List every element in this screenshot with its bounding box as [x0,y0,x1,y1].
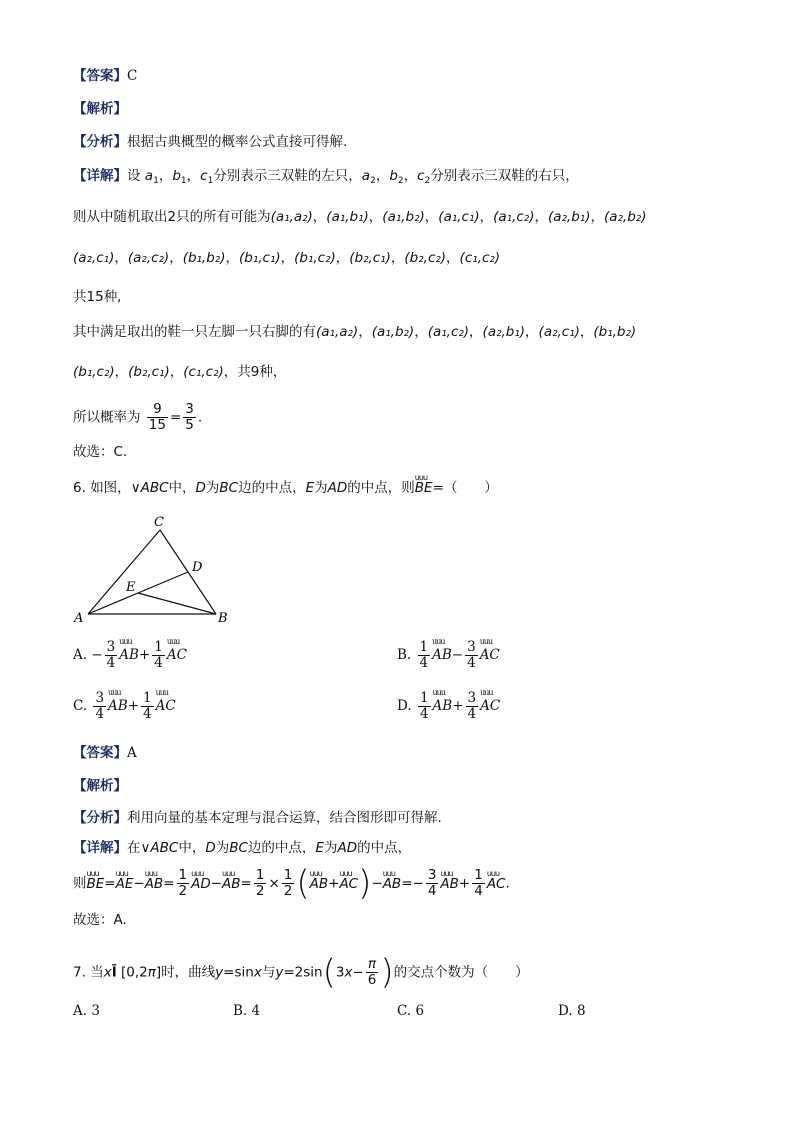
label-A: A [74,611,84,626]
analysis-tag: 【解析】 [73,778,127,794]
option-B[interactable]: B. $\frac{1}{4}$ uuu AB− $\frac{3}{4}$ uuu AC [397,640,500,671]
pair-list: (a₂,c₁)，(a₂,c₂)，(b₁,b₂)，(b₁,c₁)，(b₁,c₂)，(b₂,c₁)，(b₂,c₂)，(c₁,c₂) [73,250,501,266]
answer-tag: 【答案】 [73,745,127,761]
pair-item: (a₂,c₂) [127,250,170,266]
text: ，共 [223,364,251,380]
detail-text: 分别表示三双鞋的右只， [430,168,579,184]
fenxi-tag: 【分析】 [73,134,127,150]
q6-answer-line [73,743,137,763]
q6-conclusion: 故选：A. [73,912,127,928]
total-count: 15 [86,289,104,305]
q5-conclusion: 故选：C. [73,444,128,460]
pair-item: (a₂,c₁) [538,324,580,340]
text: 种， [259,364,287,380]
label-E: E [126,580,136,595]
q7-option-B[interactable]: B. 4 [233,1003,261,1019]
q5-answer-line [73,66,137,86]
fraction: $\frac{3}{5}$ [185,401,194,433]
pair-item: (c₁,c₂) [459,250,501,266]
analysis-tag: 【解析】 [73,101,127,117]
pair-item: (a₂,b₁) [547,209,591,225]
pair-item: (a₁,a₂) [316,324,359,340]
pair-item: (a₁,b₂) [382,209,425,225]
pair-item: (a₁,c₂) [427,324,470,340]
text: 只的所有可能为 [176,209,271,225]
text: 则从中随机取出 [73,209,168,225]
option-D[interactable]: D. $\frac{1}{4}$ uuu AB+ $\frac{3}{4}$ uuu AC [397,691,500,722]
q6-detail-line: 【详解】在∨ABC中，D为BC边的中点，E为AD的中点， [73,840,412,856]
text: 共 [73,289,87,305]
pair-item: (b₁,b₂) [593,324,637,340]
pair-item: (b₁,b₂) [182,250,226,266]
label-C: C [154,515,164,530]
option-A[interactable]: A. − $\frac{3}{4}$ uuu AB+ $\frac{1}{4}$ uuu AC [73,640,187,671]
detail-text: 分别表示三双鞋的左只， [213,168,362,184]
pair-item: (a₂,b₂) [603,209,647,225]
q5-prob-line: 所以概率为 $\frac{9}{15}$ = $\frac{3}{5}$ . [73,401,203,433]
q5-total-line [73,287,121,307]
q5-all-pairs-line2 [73,248,500,268]
q7-stem: 7. 当xĪ [0,2π]时，曲线y=sinx与y=2sin(3x− $\frac{\pi}{6}$ )的交点个数为（ ） [73,952,529,993]
label-B: B [218,611,228,626]
q5-fav-line2 [73,362,286,382]
side-AC [88,530,160,614]
fraction: $\frac{9}{15}$ [148,401,166,433]
detail-text: 设 [127,168,141,184]
pair-item: (a₁,b₁) [326,209,369,225]
pair-item: (b₁,c₂) [73,364,115,380]
pair-item: (a₁,c₁) [438,209,480,225]
pair-item: (b₁,c₂) [294,250,336,266]
triangle-figure [70,512,240,627]
pair-item: (b₂,c₂) [404,250,447,266]
q7-option-D[interactable]: D. 8 [558,1003,586,1019]
q5-all-pairs-line1: 则从中随机取出2只的所有可能为(a₁,a₂)，(a₁,b₁)，(a₁,b₂)，(a₁,c₁)，(a₁,c₂)，(a₂,b₁)，(a₂,b₂) [73,209,647,225]
q6-stem: 6. 如图，∨ABC中，D为BC边的中点，E为AD的中点，则uuu BE=（ ） [73,478,498,498]
pair-item: (c₁,c₂) [183,364,224,380]
pair-item: (a₂,b₁) [482,324,526,340]
q5-fav-line1 [73,322,636,342]
answer-value: A [127,745,137,761]
detail-tag: 【详解】 [73,840,127,856]
pair-item: (a₁,a₂) [270,209,313,225]
pair-item: (b₂,c₁) [349,250,391,266]
pair-list: (a₁,a₂)，(a₁,b₁)，(a₁,b₂)，(a₁,c₁)，(a₁,c₂)，(a₂,b₁)，(a₂,b₂) [270,209,647,225]
q5-detail-line: 【详解】设 $a_1$，$b_1$，$c_1$分别表示三双鞋的左只，$a_2$，$b_2$，$c_2$分别表示三双鞋的右只， [73,168,579,186]
option-C[interactable]: C. $\frac{3}{4}$ uuu AB+ $\frac{1}{4}$ uuu AC [73,691,176,722]
answer-tag: 【答案】 [73,68,127,84]
pair-item: (b₁,c₁) [238,250,281,266]
pair-item: (a₁,c₂) [493,209,535,225]
q7-option-A[interactable]: A. 3 [73,1003,100,1019]
text: 所以概率为 [73,409,141,426]
q7-option-C[interactable]: C. 6 [397,1003,425,1019]
question-number: 6. [73,480,86,496]
pair-item: (a₁,b₂) [371,324,415,340]
q6-analysis-heading [73,776,127,796]
pair-list: (a₁,a₂)，(a₁,b₂)，(a₁,c₂)，(a₂,b₁)，(a₂,c₁)，(b₁,b₂) [316,324,637,340]
fav-count: 9 [250,364,260,380]
pair-item: (a₂,c₁) [73,250,115,266]
q6-fenxi-line [73,808,442,828]
fenxi-text: 根据古典概型的概率公式直接可得解. [127,134,348,150]
label-D: D [192,560,203,575]
fenxi-tag: 【分析】 [73,810,127,826]
question-number: 7. [73,964,86,981]
pair-list: (b₁,c₂)，(b₂,c₁)，(c₁,c₂) [73,364,224,380]
q5-analysis-heading [73,99,127,119]
fenxi-text: 利用向量的基本定理与混合运算，结合图形即可得解. [127,810,442,826]
detail-tag: 【详解】 [73,168,127,184]
text: 其中满足取出的鞋一只左脚一只右脚的有 [73,324,316,340]
pair-item: (b₂,c₁) [128,364,170,380]
q6-calc-line: 则uuu BE=uuu AE−uuu AB= $\frac{1}{2}$ uuu AD−uuu AB= $\frac{1}{2}$ × $\frac{1}{2}$ (uuu AB+uuu AC)−uuu AB=− $\frac{3}{4}$ uuu AB+ $\frac{1}{4}$ uuu AC. [73,868,510,899]
q5-fenxi-line [73,132,347,152]
text: 种, [103,289,122,305]
answer-value: C [127,68,138,84]
